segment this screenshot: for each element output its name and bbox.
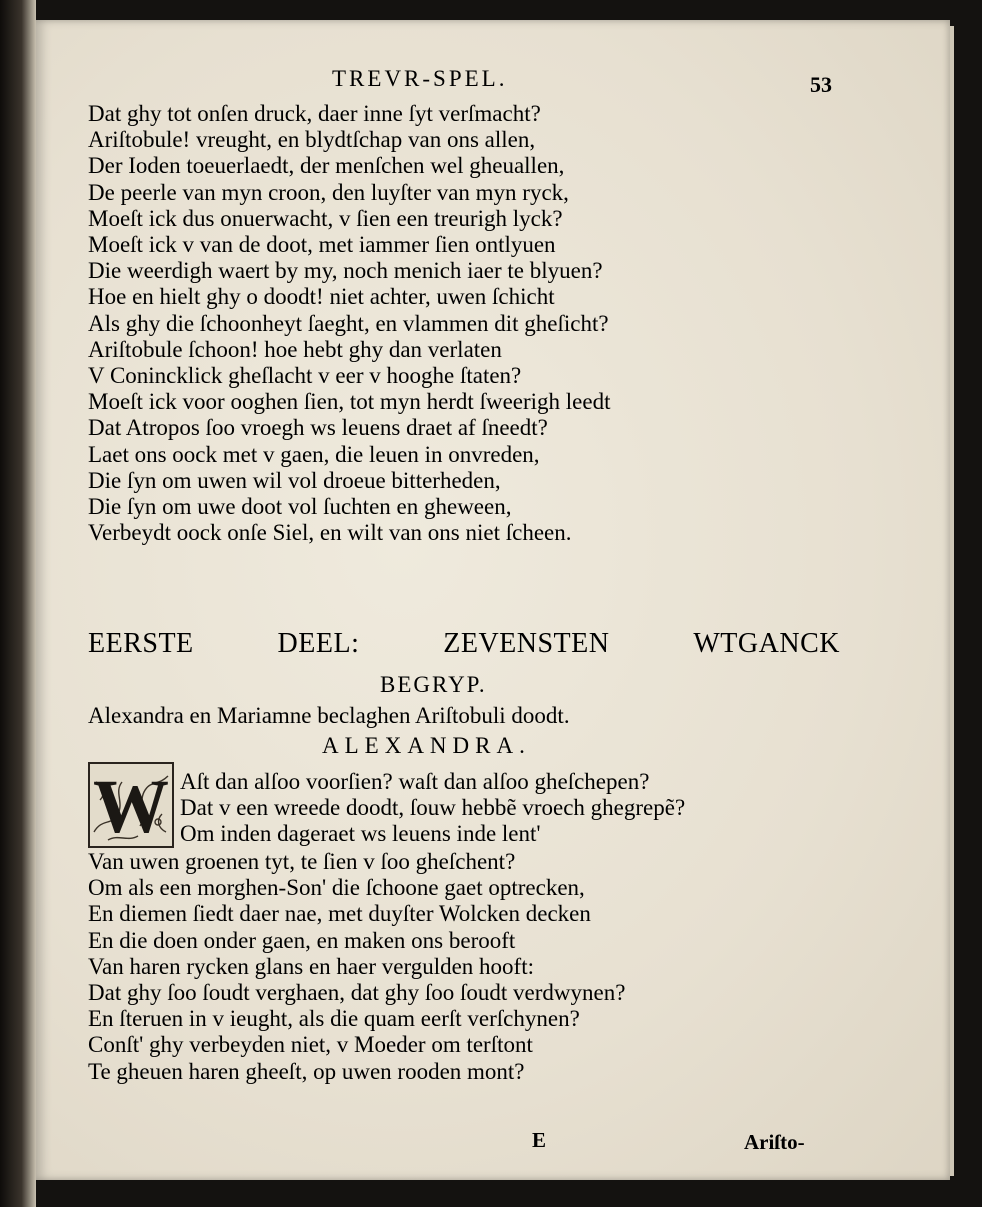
section-heading-word: ZEVENSTEN <box>443 628 610 659</box>
section-heading-word: EERSTE <box>88 628 194 659</box>
page-number: 53 <box>810 72 832 97</box>
catchword: Ariſto- <box>744 1130 805 1154</box>
verse-line: Moeſt ick dus onuerwacht, v ſien een treurigh lyck? <box>88 205 563 231</box>
verse-line: En diemen ſiedt daer nae, met duyſter Wolcken decken <box>88 901 591 927</box>
verse-block-initial <box>180 769 685 848</box>
decorated-initial-w-icon <box>88 762 174 848</box>
verse-line: V Conincklick gheſlacht v eer v hooghe ſtaten? <box>88 363 522 389</box>
speaker-name: ALEXANDRA. <box>322 733 531 758</box>
verse-line: Conſt' ghy verbeyden niet, v Moeder om terſtont <box>88 1032 533 1058</box>
verse-line: Aſt dan alſoo voorſien? waſt dan alſoo gheſchepen? <box>180 769 650 794</box>
verse-line: Hoe en hielt ghy o doodt! niet achter, uwen ſchicht <box>88 284 555 310</box>
running-head: TREVR-SPEL. <box>332 66 508 91</box>
book-gutter <box>0 0 36 1207</box>
scene-argument: Alexandra en Mariamne beclaghen Ariſtobuli doodt. <box>88 703 570 728</box>
section-heading-word: DEEL: <box>277 628 360 659</box>
verse-block-bottom <box>88 849 625 1085</box>
verse-line: Die ſyn om uwe doot vol ſuchten en gheween, <box>88 494 512 520</box>
verse-line: Als ghy die ſchoonheyt ſaeght, en vlammen dit gheſicht? <box>88 310 609 336</box>
verse-line: Laet ons oock met v gaen, die leuen in onvreden, <box>88 441 540 467</box>
verse-block-top <box>88 101 611 546</box>
verse-line: Moeſt ick v van de doot, met iammer ſien ontlyuen <box>88 232 556 258</box>
section-heading <box>88 628 840 660</box>
verse-line: Verbeydt oock onſe Siel, en wilt van ons niet ſcheen. <box>88 520 572 546</box>
verse-line: Van haren rycken glans en haer vergulden hooft: <box>88 953 534 979</box>
verse-line: Dat ghy ſoo ſoudt verghaen, dat ghy ſoo ſoudt verdwynen? <box>88 980 626 1006</box>
verse-line: Om inden dageraet ws leuens inde lent' <box>180 821 541 847</box>
verse-line: Van uwen groenen tyt, te ſien v ſoo gheſchent? <box>88 849 516 874</box>
verse-line: Dat v een wreede doodt, ſouw hebbẽ vroech ghegrepẽ? <box>180 795 686 821</box>
verse-line: En die doen onder gaen, en maken ons berooft <box>88 927 516 953</box>
verse-line: Der Ioden toeuerlaedt, der menſchen wel gheuallen, <box>88 153 565 179</box>
verse-line: Die weerdigh waert by my, noch menich iaer te blyuen? <box>88 258 603 284</box>
verse-line: Die ſyn om uwen wil vol droeue bitterheden, <box>88 467 501 493</box>
signature-mark: E <box>532 1128 547 1152</box>
initial-letter: W <box>93 765 169 848</box>
verse-line: Ariſtobule! vreught, en blydtſchap van ons allen, <box>88 127 536 153</box>
section-heading-word: WTGANCK <box>693 628 840 659</box>
verse-line: De peerle van myn croon, den luyſter van myn ryck, <box>88 179 569 205</box>
verse-line: Dat Atropos ſoo vroegh ws leuens draet af ſneedt? <box>88 415 548 441</box>
verse-line: Dat ghy tot onſen druck, daer inne ſyt verſmacht? <box>88 101 541 126</box>
verse-line: Om als een morghen-Son' die ſchoone gaet optrecken, <box>88 875 585 901</box>
verse-line: Moeſt ick voor ooghen ſien, tot myn herdt ſweerigh leedt <box>88 389 611 415</box>
section-subheading: BEGRYP. <box>380 672 487 697</box>
verse-line: Ariſtobule ſchoon! hoe hebt ghy dan verlaten <box>88 336 502 362</box>
verse-line: Te gheuen haren gheeſt, op uwen rooden mont? <box>88 1058 525 1084</box>
verse-line: En ſteruen in v ieught, als die quam eerſt verſchynen? <box>88 1006 580 1032</box>
